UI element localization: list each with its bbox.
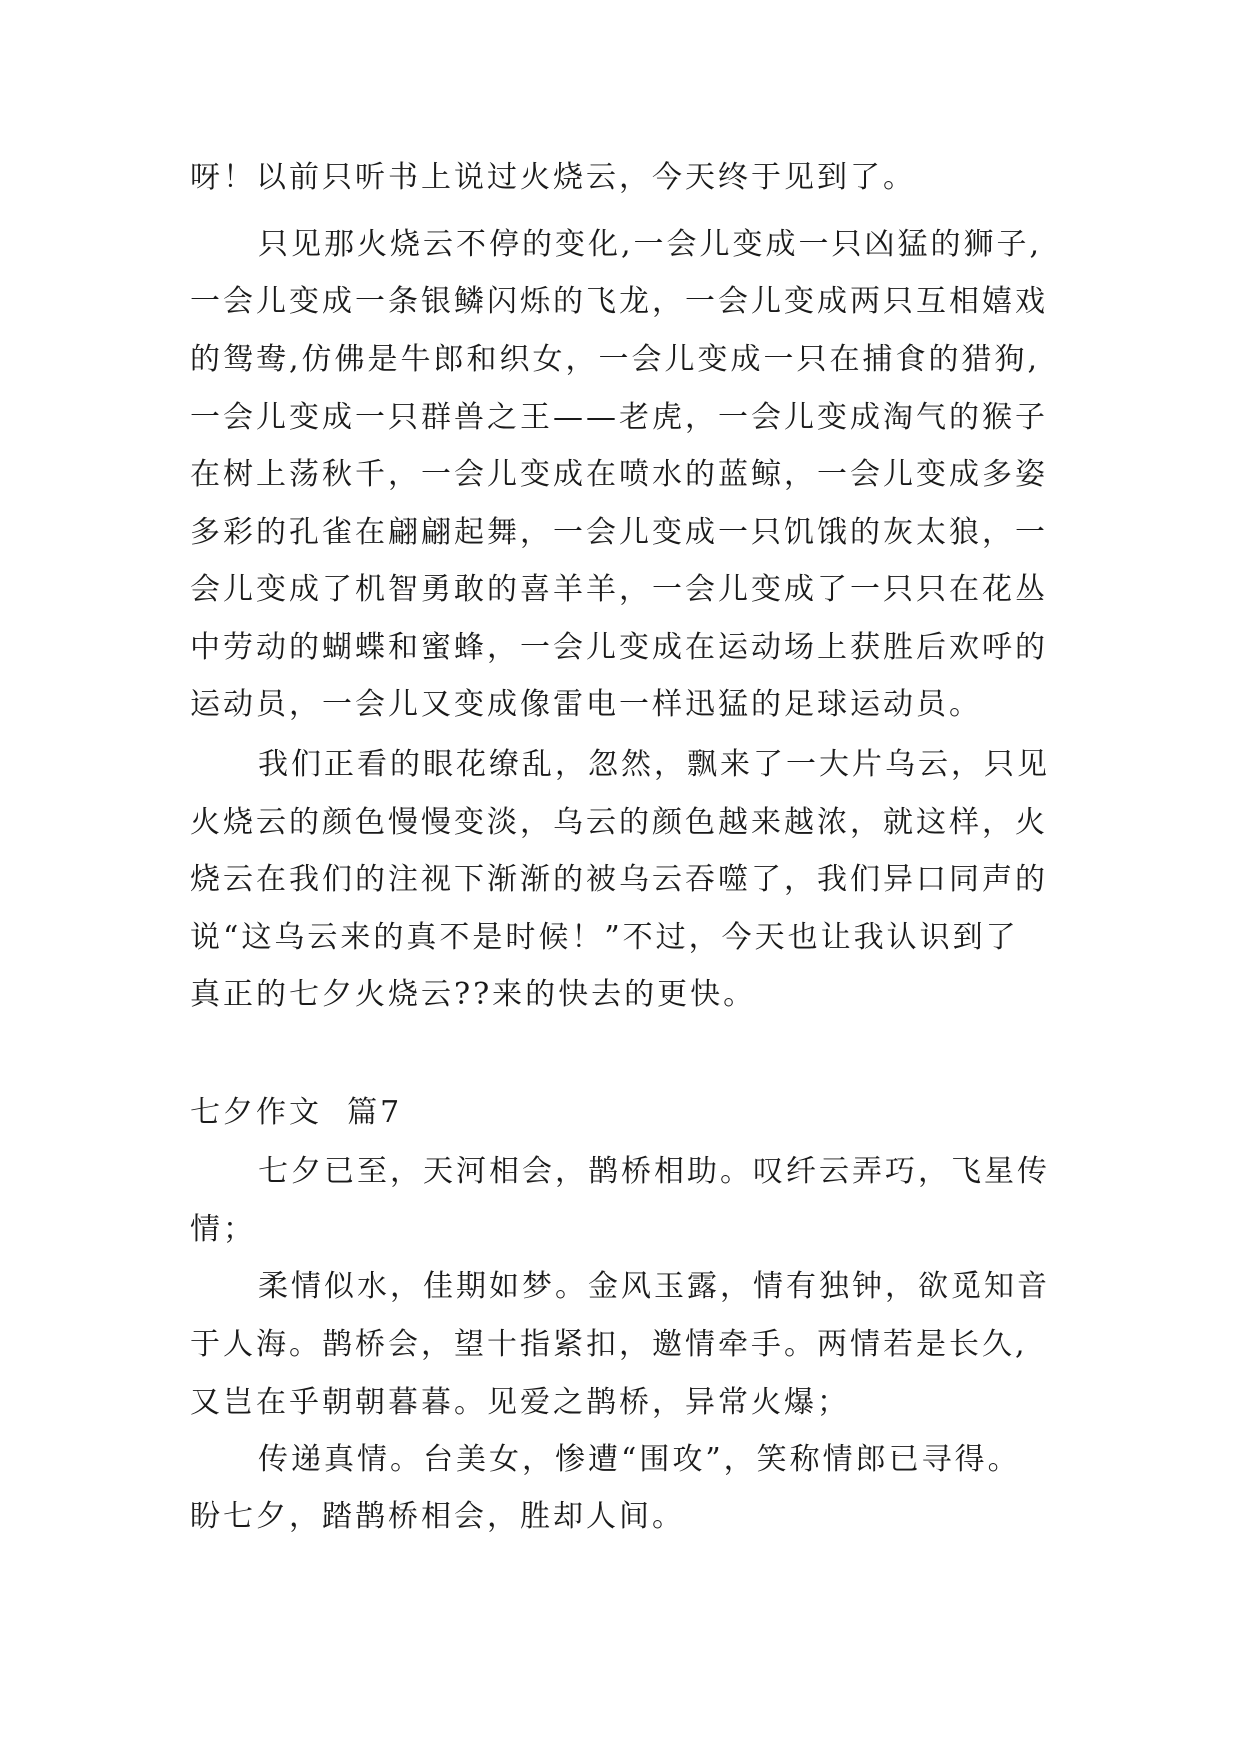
paragraph-line: 多彩的孔雀在翩翩起舞，一会儿变成一只饥饿的灰太狼，一 (190, 515, 1048, 550)
paragraph-line: 中劳动的蝴蝶和蜜蜂，一会儿变成在运动场上获胜后欢呼的 (190, 630, 1048, 665)
paragraph-line: 说“这乌云来的真不是时候！”不过，今天也让我认识到了 (190, 920, 1019, 955)
paragraph-line: 一会儿变成一只群兽之王——老虎，一会儿变成淘气的猴子 (190, 400, 1048, 435)
paragraph-line: 烧云在我们的注视下渐渐的被乌云吞噬了，我们异口同声的 (190, 862, 1048, 897)
paragraph-line: 一会儿变成一条银鳞闪烁的飞龙，一会儿变成两只互相嬉戏 (190, 284, 1048, 319)
paragraph-line: 会儿变成了机智勇敢的喜羊羊，一会儿变成了一只只在花丛 (190, 572, 1048, 607)
paragraph-line: 呀！以前只听书上说过火烧云，今天终于见到了。 (190, 160, 916, 195)
paragraph-line: 我们正看的眼花缭乱，忽然，飘来了一大片乌云，只见 (258, 747, 1050, 782)
section-title: 七夕作文 篇7 (190, 1095, 403, 1130)
paragraph-line: 柔情似水，佳期如梦。金风玉露，情有独钟，欲觅知音 (258, 1269, 1050, 1304)
paragraph-line: 真正的七夕火烧云??来的快去的更快。 (190, 977, 757, 1012)
paragraph-line: 运动员，一会儿又变成像雷电一样迅猛的足球运动员。 (190, 687, 982, 722)
paragraph-line: 盼七夕，踏鹊桥相会，胜却人间。 (190, 1499, 685, 1534)
paragraph-line: 的鸳鸯,仿佛是牛郎和织女，一会儿变成一只在捕食的猎狗, (190, 342, 1041, 377)
paragraph-line: 情； (190, 1212, 256, 1247)
paragraph-line: 传递真情。台美女，惨遭“围攻”，笑称情郎已寻得。 (258, 1442, 1021, 1477)
paragraph-line: 又岂在乎朝朝暮暮。见爱之鹊桥，异常火爆； (190, 1385, 850, 1420)
paragraph-line: 于人海。鹊桥会，望十指紧扣，邀情牵手。两情若是长久, (190, 1327, 1028, 1362)
paragraph-line: 火烧云的颜色慢慢变淡，乌云的颜色越来越浓，就这样，火 (190, 805, 1048, 840)
paragraph-line: 七夕已至，天河相会，鹊桥相助。叹纤云弄巧，飞星传 (258, 1154, 1050, 1189)
paragraph-line: 只见那火烧云不停的变化,一会儿变成一只凶猛的狮子, (258, 227, 1043, 262)
paragraph-line: 在树上荡秋千，一会儿变成在喷水的蓝鲸，一会儿变成多姿 (190, 457, 1048, 492)
